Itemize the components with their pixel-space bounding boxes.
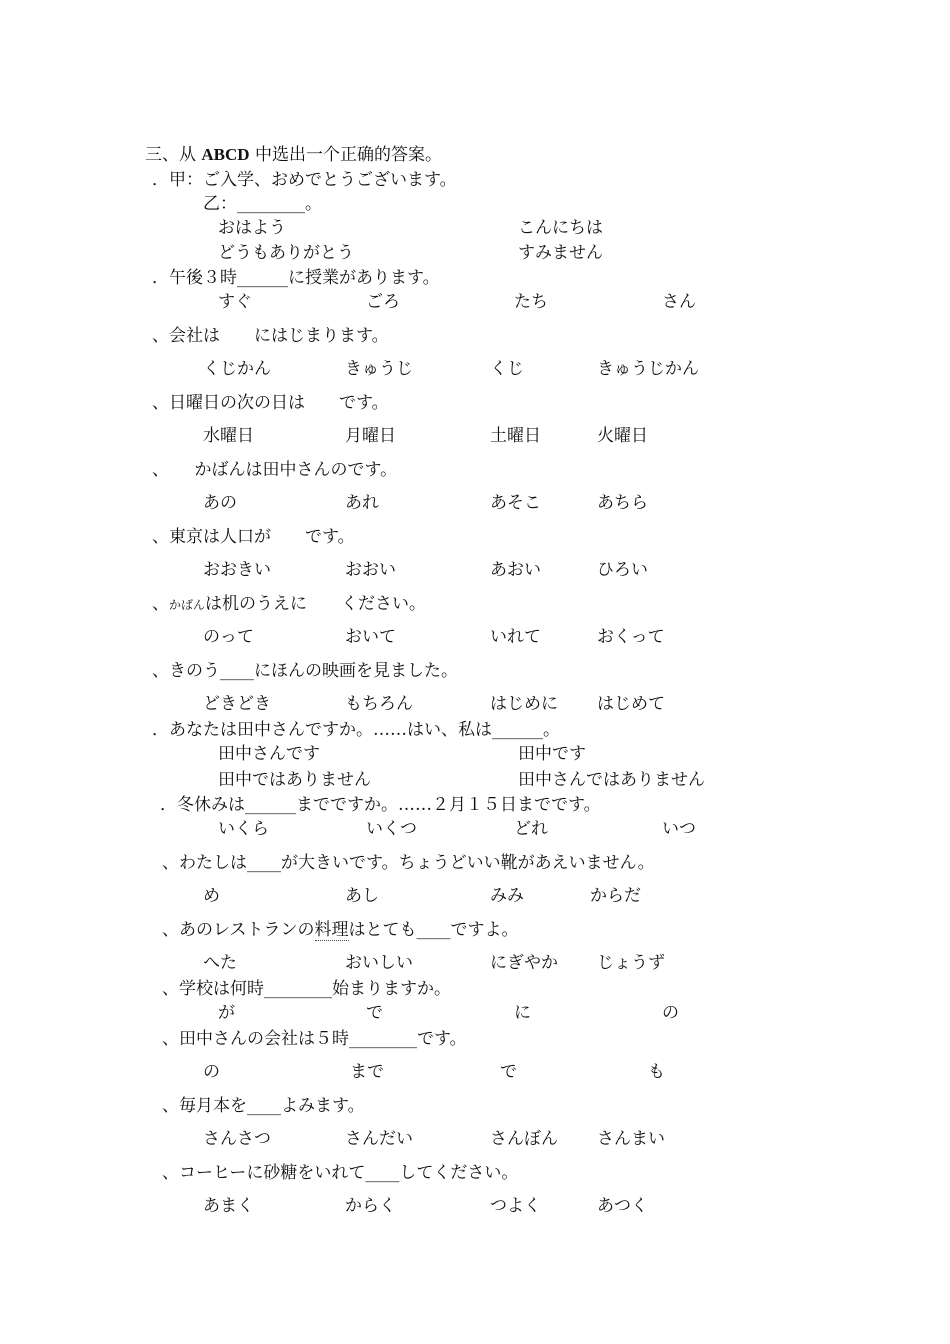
question-12-option-c: にぎやか bbox=[490, 953, 558, 973]
question-6-stem: 、東京は人口が です。 bbox=[152, 527, 355, 547]
question-10-option-c: どれ bbox=[514, 819, 548, 839]
question-4-stem: 、日曜日の次の日は です。 bbox=[152, 393, 389, 413]
question-10-option-b: いくつ bbox=[366, 819, 417, 839]
question-3-option-c: くじ bbox=[490, 359, 524, 379]
question-7-stem: 、かばんは机のうえに ください。 bbox=[152, 594, 427, 614]
question-9-option-c: 田中ではありません bbox=[218, 770, 371, 790]
question-2-stem: ．午後３時______に授業があります。 bbox=[152, 268, 440, 288]
question-12-underlined-word: 料理 bbox=[314, 920, 349, 940]
question-1-stem-reply: 乙：________。 bbox=[203, 194, 322, 214]
question-11-stem: 、わたしは____が大きいです。ちょうどいい靴があえいません。 bbox=[162, 853, 655, 873]
question-7-ruby: かばん bbox=[169, 598, 206, 612]
question-15-option-c: さんぼん bbox=[490, 1129, 558, 1149]
question-4-option-d: 火曜日 bbox=[597, 426, 648, 446]
question-14-option-c: で bbox=[500, 1062, 517, 1082]
question-5-option-c: あそこ bbox=[490, 493, 541, 513]
question-8-option-a: どきどき bbox=[203, 694, 271, 714]
question-8-option-c: はじめに bbox=[490, 694, 558, 714]
question-2-option-a: すぐ bbox=[218, 292, 252, 312]
question-12-option-a: へた bbox=[203, 953, 237, 973]
question-16-option-c: つよく bbox=[490, 1196, 541, 1216]
question-6-option-d: ひろい bbox=[597, 560, 648, 580]
question-13-option-a: が bbox=[218, 1003, 235, 1023]
question-3-option-d: きゅうじかん bbox=[597, 359, 699, 379]
question-13-stem: 、学校は何時________始まりますか。 bbox=[162, 979, 451, 999]
section-title: 三、从 ABCD 中选出一个正确的答案。 bbox=[145, 145, 442, 165]
question-9-option-d: 田中さんではありません bbox=[518, 770, 705, 790]
question-9-option-a: 田中さんです bbox=[218, 744, 320, 764]
question-11-option-b: あし bbox=[345, 886, 379, 906]
question-16-option-b: からく bbox=[345, 1196, 396, 1216]
question-1-option-d: すみません bbox=[518, 243, 603, 263]
question-1-option-b: こんにちは bbox=[518, 218, 603, 238]
question-1-option-c: どうもありがとう bbox=[218, 243, 354, 263]
question-14-option-b: まで bbox=[350, 1062, 384, 1082]
question-5-option-b: あれ bbox=[345, 493, 379, 513]
question-14-option-d: も bbox=[648, 1062, 665, 1082]
question-16-option-d: あつく bbox=[597, 1196, 648, 1216]
question-14-stem: 、田中さんの会社は５時________です。 bbox=[162, 1029, 467, 1049]
question-15-option-d: さんまい bbox=[597, 1129, 665, 1149]
question-3-stem: 、会社は にはじまります。 bbox=[152, 326, 389, 346]
question-10-option-a: いくら bbox=[218, 819, 269, 839]
question-7-option-b: おいて bbox=[345, 627, 396, 647]
question-7-option-a: のって bbox=[203, 627, 254, 647]
question-6-option-c: あおい bbox=[490, 560, 541, 580]
question-12-option-d: じょうず bbox=[597, 953, 665, 973]
question-16-option-a: あまく bbox=[203, 1196, 254, 1216]
question-4-option-c: 土曜日 bbox=[490, 426, 541, 446]
question-1-option-a: おはよう bbox=[218, 218, 286, 238]
question-3-option-b: きゅうじ bbox=[345, 359, 413, 379]
question-10-stem: ．冬休みは______までですか。……２月１５日までです。 bbox=[160, 795, 601, 815]
question-15-stem: 、毎月本を____よみます。 bbox=[162, 1096, 365, 1116]
question-15-option-b: さんだい bbox=[345, 1129, 413, 1149]
question-9-stem: ．あなたは田中さんですか。……はい、私は______。 bbox=[152, 720, 560, 740]
question-2-option-b: ごろ bbox=[366, 292, 400, 312]
question-2-option-c: たち bbox=[514, 292, 548, 312]
question-6-option-b: おおい bbox=[345, 560, 396, 580]
question-3-option-a: くじかん bbox=[203, 359, 271, 379]
question-2-option-d: さん bbox=[662, 292, 696, 312]
question-5-option-a: あの bbox=[203, 493, 237, 513]
question-15-option-a: さんさつ bbox=[203, 1129, 271, 1149]
question-4-option-b: 月曜日 bbox=[345, 426, 396, 446]
question-13-option-b: で bbox=[366, 1003, 383, 1023]
question-14-option-a: の bbox=[203, 1062, 220, 1082]
question-11-option-d: からだ bbox=[590, 886, 641, 906]
question-8-option-b: もちろん bbox=[345, 694, 413, 714]
question-4-option-a: 水曜日 bbox=[203, 426, 254, 446]
question-7-option-d: おくって bbox=[597, 627, 665, 647]
question-11-option-a: め bbox=[203, 886, 220, 906]
question-11-option-c: みみ bbox=[490, 886, 524, 906]
question-5-stem: 、 かばんは田中さんのです。 bbox=[152, 460, 398, 480]
question-8-option-d: はじめて bbox=[597, 694, 665, 714]
question-16-stem: 、コーヒーに砂糖をいれて____してください。 bbox=[162, 1163, 519, 1183]
question-13-option-d: の bbox=[662, 1003, 679, 1023]
question-10-option-d: いつ bbox=[662, 819, 696, 839]
section-title-bold: ABCD bbox=[201, 145, 250, 164]
question-13-option-c: に bbox=[514, 1003, 531, 1023]
question-7-option-c: いれて bbox=[490, 627, 541, 647]
question-12-option-b: おいしい bbox=[345, 953, 413, 973]
question-6-option-a: おおきい bbox=[203, 560, 271, 580]
question-12-stem: 、あのレストランの料理はとても____ですよ。 bbox=[162, 920, 519, 940]
question-8-stem: 、きのう____にほんの映画を見ました。 bbox=[152, 661, 458, 681]
question-5-option-d: あちら bbox=[597, 493, 648, 513]
question-1-stem: ．甲：ご入学、おめでとうございます。 bbox=[152, 170, 457, 190]
question-9-option-b: 田中です bbox=[518, 744, 586, 764]
